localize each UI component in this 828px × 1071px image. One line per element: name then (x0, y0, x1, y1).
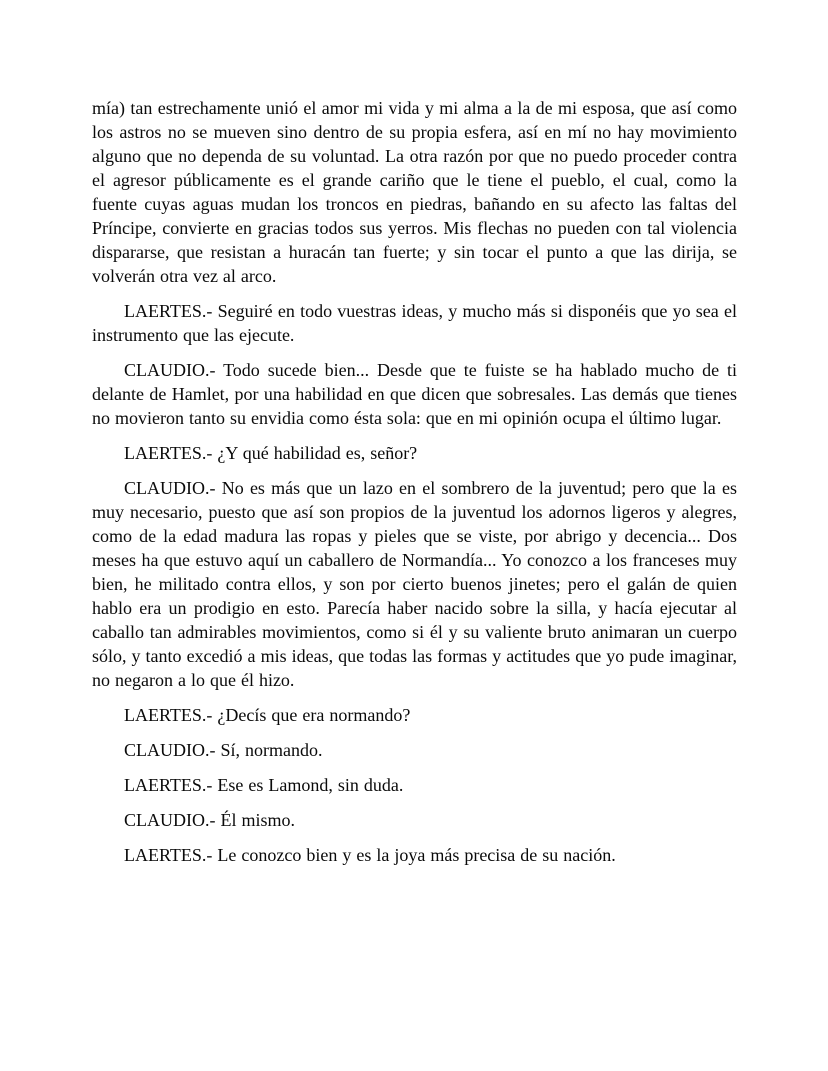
dialogue-paragraph-laertes: LAERTES.- Ese es Lamond, sin duda. (124, 775, 404, 795)
dialogue-paragraph-laertes: LAERTES.- Seguiré en todo vuestras ideas, y mucho más si disponéis que yo sea el instrumento que las ejecute. (92, 301, 737, 345)
dialogue-paragraph-laertes: LAERTES.- Le conozco bien y es la joya más precisa de su nación. (124, 845, 616, 865)
dialogue-paragraph-claudio: CLAUDIO.- Todo sucede bien... Desde que te fuiste se ha hablado mucho de ti delante de Hamlet, por una habilidad en que dicen que sobresales. Las demás que tienes no movieron tanto su envidia como ésta sola: que en mi opinión ocupa el último lugar. (92, 360, 737, 428)
dialogue-paragraph-claudio: CLAUDIO.- No es más que un lazo en el sombrero de la juventud; pero que la es muy necesario, puesto que así son propios de la juventud los adornos ligeros y alegres, como de la edad madura las ropas y pieles que se viste, por abrigo y decencia... Dos meses ha que estuvo aquí un caballero de Normandía... Yo conozco a los franceses muy bien, he militado contra ellos, y son por cierto buenos jinetes; pero el galán de quien hablo era un prodigio en esto. Parecía haber nacido sobre la silla, y hacía ejecutar al caballo tan admirables movimientos, como si él y su valiente bruto animaran un cuerpo sólo, y tanto excedió a mis ideas, que todas las formas y actitudes que yo pude imaginar, no negaron a lo que él hizo. (92, 478, 737, 690)
dialogue-paragraph-claudio: CLAUDIO.- Él mismo. (124, 810, 295, 830)
dialogue-paragraph-claudio: CLAUDIO.- Sí, normando. (124, 740, 323, 760)
text-block (92, 96, 737, 867)
dialogue-paragraph-laertes: LAERTES.- ¿Decís que era normando? (124, 705, 411, 725)
dialogue-paragraph-laertes: LAERTES.- ¿Y qué habilidad es, señor? (124, 443, 418, 463)
paragraph-continuation: mía) tan estrechamente unió el amor mi vida y mi alma a la de mi esposa, que así como los astros no se mueven sino dentro de su propia esfera, así en mí no hay movimiento alguno que no dependa de su voluntad. La otra razón por que no puedo proceder contra el agresor públicamente es el grande cariño que le tiene el pueblo, el cual, como la fuente cuyas aguas mudan los troncos en piedras, bañando en su afecto las faltas del Príncipe, convierte en gracias todos sus yerros. Mis flechas no pueden con tal violencia dispararse, que resistan a huracán tan fuerte; y sin tocar el punto a que las dirija, se volverán otra vez al arco. (92, 98, 737, 286)
